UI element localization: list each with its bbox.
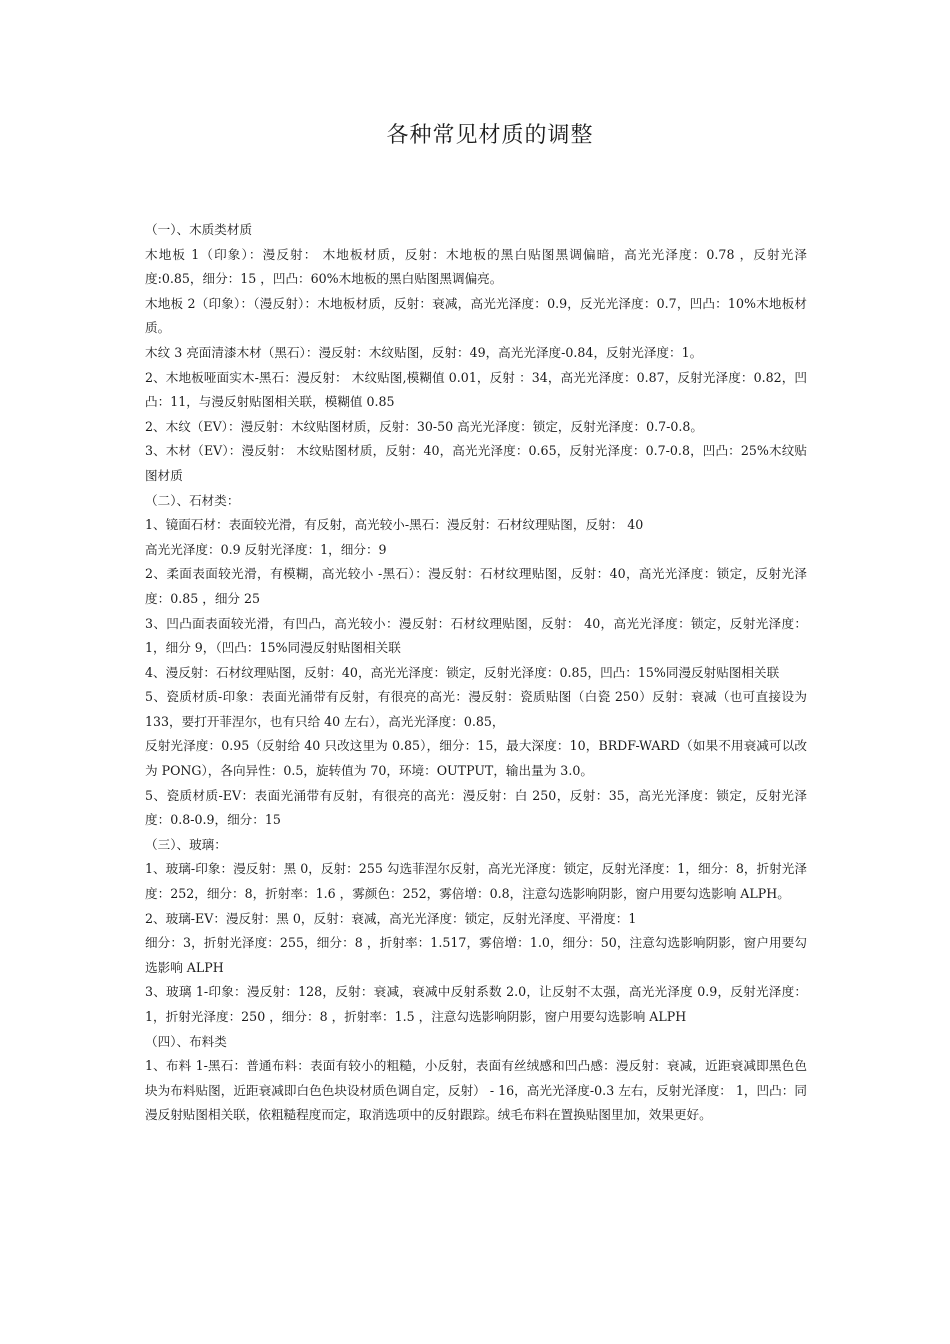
paragraph: 木地板 2（印象）：（漫反射）：木地板材质，反射：衰减，高光光泽度：0.9，反光光泽度：0.7，凹凸：10%木地板材质。: [145, 295, 807, 336]
section-heading-stone: （二）、石材类：: [145, 492, 240, 508]
paragraph: 5、瓷质材质-印象：表面光涌带有反射，有很亮的高光：漫反射：瓷质贴图（白瓷 250）反射：衰减（也可直接设为 133，要打开菲涅尔，也有只给 40 左右），高光光泽度：0.85，: [145, 689, 807, 729]
document-title: 各种常见材质的调整: [386, 123, 594, 148]
paragraph: 2、木纹（EV）：漫反射：木纹贴图材质，反射：30-50 高光光泽度：锁定，反射光泽度：0.7-0.8。: [145, 418, 703, 434]
paragraph: 细分：3，折射光泽度：255，细分：8 ，折射率：1.517，雾倍增：1.0，细分：50，注意勾选影响阴影，窗户用要勾选影响 ALPH: [145, 935, 807, 975]
section-heading-glass: （三）、玻璃：: [145, 836, 227, 852]
section-heading-wood: （一）、木质类材质: [145, 222, 253, 237]
paragraph: 4、漫反射：石材纹理贴图，反射：40，高光光泽度：锁定，反射光泽度：0.85，凹凸：15%同漫反射贴图相关联: [145, 664, 780, 680]
paragraph: 1、布料 1-黑石：普通布料：表面有较小的粗糙，小反射，表面有丝绒感和凹凸感：漫反射：衰减，近距衰减即黑色色块为布料贴图，近距衰减即白色色块设材质色调自定，反射） - 16，高光光泽度-0.3 左右，反射光泽度： 1，凹凸：同漫反射贴图相关联，依粗糙程度而定，取消选项中的反射跟踪。绒毛布料在置换贴图里加，效果更好。: [145, 1058, 807, 1123]
paragraph: 木纹 3 亮面清漆木材（黑石）：漫反射：木纹贴图，反射：49，高光光泽度-0.84，反射光泽度：1。: [145, 344, 703, 360]
paragraph: 木地板 1（印象）：漫反射： 木地板材质，反射：木地板的黑白贴图黑调偏暗，高光光泽度：0.78 ，反射光泽度:0.85，细分：15 ，凹凸：60%木地板的黑白贴图黑调偏亮。: [145, 246, 807, 287]
paragraph: 高光光泽度：0.9 反射光泽度：1，细分：9: [145, 541, 387, 557]
paragraph: 1、玻璃-印象：漫反射：黑 0，反射：255 勾选菲涅尔反射，高光光泽度：锁定，反射光泽度：1，细分：8，折射光泽度：252，细分：8，折射率：1.6 ，雾颜色：252，雾倍增：0.8，注意勾选影响阴影，窗户用要勾选影响 ALPH。: [145, 861, 807, 902]
paragraph: 3、凹凸面表面较光滑，有凹凸，高光较小：漫反射：石材纹理贴图，反射： 40，高光光泽度：锁定，反射光泽度：1，细分 9，（凹凸：15%同漫反射贴图相关联: [145, 615, 807, 656]
section-heading-fabric: （四）、布料类: [145, 1033, 227, 1049]
paragraph: 5、瓷质材质-EV：表面光涌带有反射，有很亮的高光：漫反射：白 250，反射：35，高光光泽度：锁定，反射光泽度：0.8-0.9，细分：15: [145, 787, 807, 828]
paragraph: 3、木材（EV）：漫反射： 木纹贴图材质，反射：40，高光光泽度：0.65，反射光泽度：0.7-0.8，凹凸：25%木纹贴图材质: [145, 443, 807, 483]
paragraph: 2、玻璃-EV：漫反射：黑 0，反射：衰减，高光光泽度：锁定，反射光泽度、平滑度：1: [145, 910, 637, 926]
paragraph: 1、镜面石材：表面较光滑，有反射，高光较小-黑石：漫反射：石材纹理贴图，反射： 40: [145, 517, 644, 533]
paragraph: 2、柔面表面较光滑，有模糊，高光较小 -黑石）：漫反射：石材纹理贴图，反射：40，高光光泽度：锁定，反射光泽度：0.85 ，细分 25: [145, 566, 807, 606]
paragraph: 反射光泽度：0.95（反射给 40 只改这里为 0.85），细分：15，最大深度：10，BRDF-WARD（如果不用衰减可以改为 PONG），各向异性：0.5，旋转值为 70，环境：OUTPUT，输出量为 3.0。: [145, 738, 807, 779]
paragraph: 2、木地板哑面实木-黑石：漫反射： 木纹贴图,模糊值 0.01，反射 ：34，高光光泽度：0.87，反射光泽度：0.82，凹凸：11，与漫反射贴图相关联，模糊值 0.85: [145, 369, 807, 410]
paragraph: 3、玻璃 1-印象：漫反射：128，反射：衰减，衰减中反射系数 2.0，让反射不太强，高光光泽度 0.9，反射光泽度：1，折射光泽度：250 ，细分：8 ，折射率：1.5 ，注意勾选影响阴影，窗户用要勾选影响 ALPH: [145, 984, 807, 1024]
document-body: [145, 218, 807, 1128]
